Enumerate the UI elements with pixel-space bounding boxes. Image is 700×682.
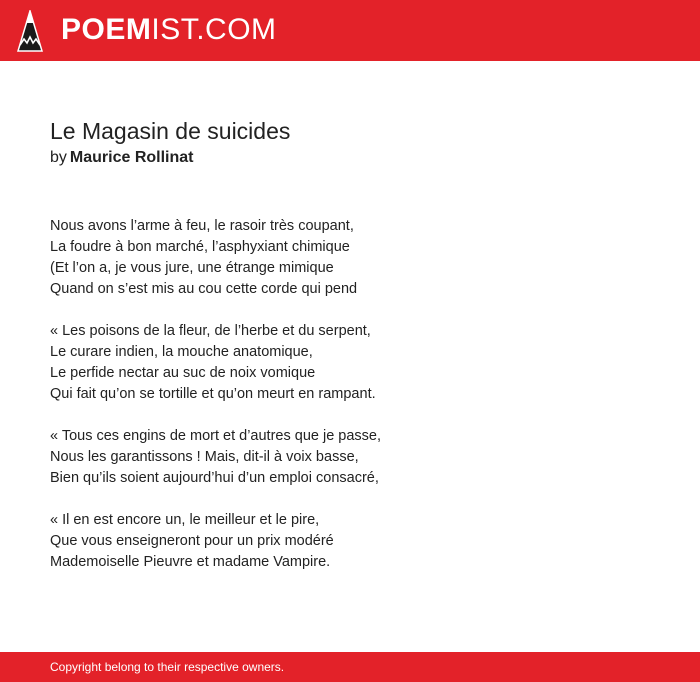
site-header [0,0,700,61]
poem-line: « Les poisons de la fleur, de l’herbe et du serpent, [50,323,371,339]
site-footer [0,652,700,682]
poem-line: Nous avons l’arme à feu, le rasoir très coupant, [50,218,354,234]
pencil-icon[interactable] [17,10,43,52]
copyright-text: Copyright belong to their respective owners. [50,660,285,674]
poem-author: Maurice Rollinat [69,149,194,166]
poem-line: « Il en est encore un, le meilleur et le pire, [50,512,320,528]
site-logo-text[interactable] [61,13,277,47]
poem-body [50,216,670,573]
poem-line: Quand on s’est mis au cou cette corde qui pend [50,281,358,297]
poem-content [50,116,670,594]
poem-stanza [50,510,670,573]
poem-title: Le Magasin de suicides [50,118,291,144]
poem-line: Le curare indien, la mouche anatomique, [50,344,313,360]
poem-stanza [50,426,670,489]
poem-line: « Tous ces engins de mort et d’autres que je passe, [50,428,382,444]
by-label: by [50,149,67,166]
poem-line: Bien qu’ils soient aujourd’hui d’un emploi consacré, [50,470,379,486]
poem-line: La foudre à bon marché, l’asphyxiant chimique [50,239,350,255]
brand-light: IST.COM [151,13,277,46]
poem-byline [50,147,670,169]
poem-line: Nous les garantissons ! Mais, dit-il à voix basse, [50,449,359,465]
poem-line: (Et l’on a, je vous jure, une étrange mimique [50,260,334,276]
poem-line: Mademoiselle Pieuvre et madame Vampire. [50,554,331,570]
poem-line: Que vous enseigneront pour un prix modéré [50,533,334,549]
poem-line: Le perfide nectar au suc de noix vomique [50,365,316,381]
poem-line: Qui fait qu’on se tortille et qu’on meurt en rampant. [50,386,376,402]
poem-stanza [50,321,670,405]
brand-bold: POEM [61,13,152,46]
poem-stanza [50,216,670,300]
